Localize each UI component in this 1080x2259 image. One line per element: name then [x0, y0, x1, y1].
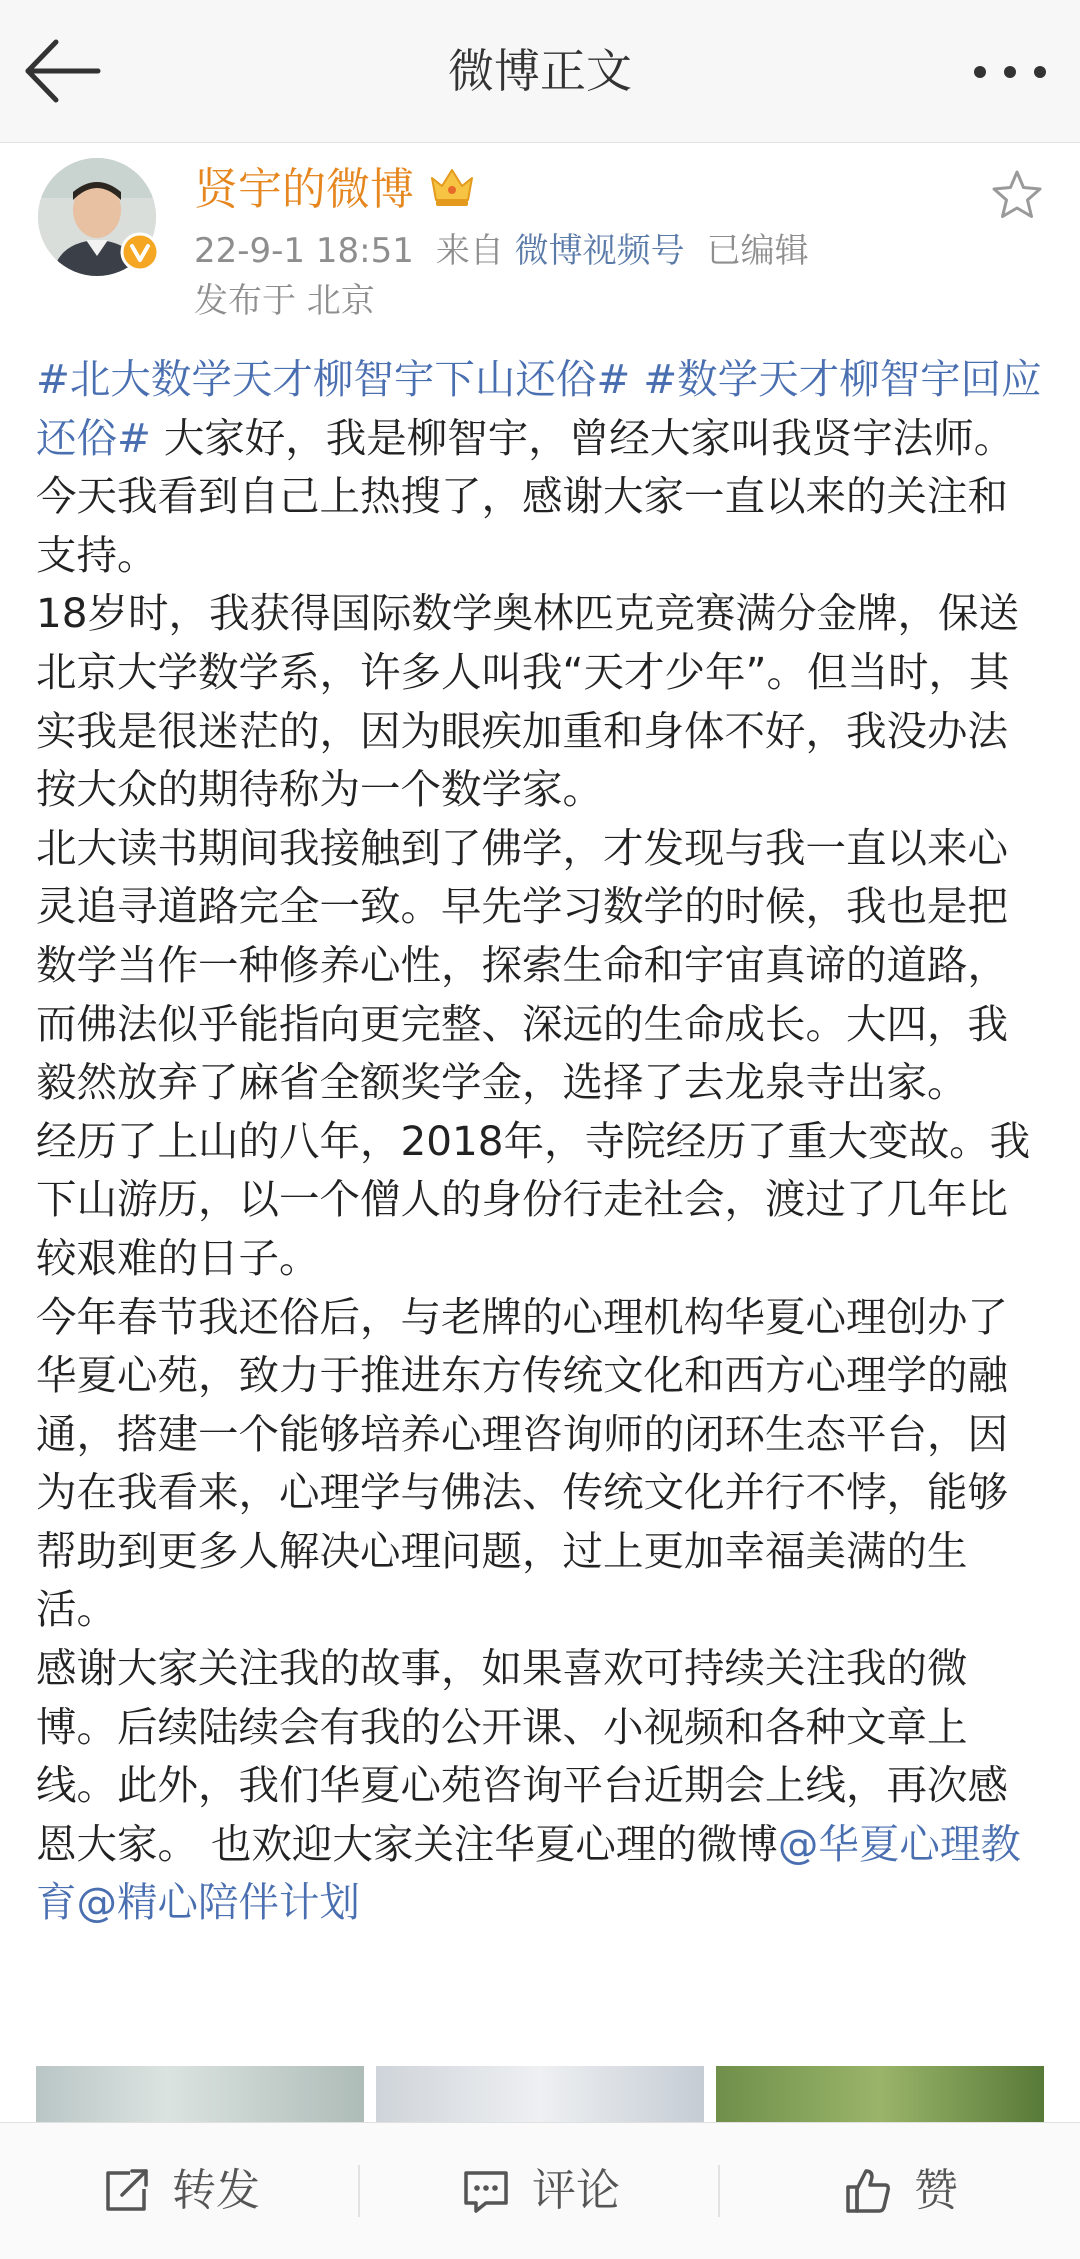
repost-icon: [100, 2165, 152, 2217]
member-crown-icon[interactable]: [428, 164, 476, 210]
action-divider: [358, 2165, 360, 2217]
username[interactable]: 贤宇的微博: [194, 164, 414, 215]
post-body: [36, 350, 1046, 1932]
mention-link[interactable]: @华夏心理教育: [36, 1819, 1021, 1927]
post-text: 大家好，我是柳智宇，曾经大家叫我贤宇法师。今天我看到自己上热搜了，感谢大家一直以来的关注和支持。: [36, 413, 1015, 579]
post-paragraph: 今年春节我还俗后，与老牌的心理机构华夏心理创办了华夏心苑，致力于推进东方传统文化和西方心理学的融通，搭建一个能够培养心理咨询师的闭环生态平台，因为在我看来，心理学与佛法、传统文化并行不悖，能够帮助到更多人解决心理问题，过上更加幸福美满的生活。: [36, 1292, 1008, 1634]
source-link[interactable]: 微博视频号: [514, 231, 685, 271]
post-meta: [194, 224, 809, 278]
hashtag-link[interactable]: #数学天才柳智宇回应还俗#: [36, 355, 1042, 462]
star-icon[interactable]: [990, 168, 1044, 222]
more-dots-icon[interactable]: [970, 54, 1050, 90]
post-location: 发布于 北京: [194, 281, 375, 321]
image-strip: [36, 2066, 1044, 2122]
post-image[interactable]: [716, 2066, 1044, 2122]
source-prefix: 来自: [435, 231, 504, 271]
hashtag-link[interactable]: #北大数学天才柳智宇下山还俗#: [36, 355, 631, 403]
post-paragraph-last: [36, 1639, 1046, 1932]
post-time: 22-9-1 18:51: [194, 231, 414, 271]
action-divider: [718, 2165, 720, 2217]
repost-label: 转发: [172, 2165, 260, 2216]
top-nav-bar: [0, 0, 1080, 143]
page-title: 微博正文: [448, 44, 632, 98]
bottom-action-bar: [0, 2122, 1080, 2259]
edited-label[interactable]: 已编辑: [706, 231, 809, 271]
like-label: 赞: [914, 2165, 958, 2216]
verified-v-icon: [120, 232, 160, 272]
post-paragraph: 18岁时，我获得国际数学奥林匹克竞赛满分金牌，保送北京大学数学系，许多人叫我“天才少年”。但当时，其实我是很迷茫的，因为眼疾加重和身体不好，我没办法按大众的期待称为一个数学家。: [36, 589, 1020, 814]
comment-button[interactable]: [370, 2123, 710, 2259]
back-arrow-icon[interactable]: [22, 34, 104, 108]
like-button[interactable]: [730, 2123, 1070, 2259]
post-paragraph: 经历了上山的八年，2018年，寺院经历了重大变故。我下山游历，以一个僧人的身份行走社会，渡过了几年比较艰难的日子。: [36, 1116, 1031, 1282]
post-paragraph-intro: [36, 350, 1046, 584]
post-text: 感谢大家关注我的故事，如果喜欢可持续关注我的微博。后续陆续会有我的公开课、小视频和各种文章上线。此外，我们华夏心苑咨询平台近期会上线，再次感恩大家。 也欢迎大家关注华夏心理的微博: [36, 1644, 1008, 1868]
post-image[interactable]: [36, 2066, 364, 2122]
comment-label: 评论: [532, 2165, 620, 2216]
post-image[interactable]: [376, 2066, 704, 2122]
thumbs-up-icon: [842, 2165, 894, 2217]
repost-button[interactable]: [10, 2123, 350, 2259]
mention-link[interactable]: @精心陪伴计划: [76, 1878, 360, 1927]
post-paragraph: 北大读书期间我接触到了佛学，才发现与我一直以来心灵追寻道路完全一致。早先学习数学的时候，我也是把数学当作一种修养心性，探索生命和宇宙真谛的道路，而佛法似乎能指向更完整、深远的生命成长。大四，我毅然放弃了麻省全额奖学金，选择了去龙泉寺出家。: [36, 823, 1008, 1107]
comment-icon: [460, 2165, 512, 2217]
